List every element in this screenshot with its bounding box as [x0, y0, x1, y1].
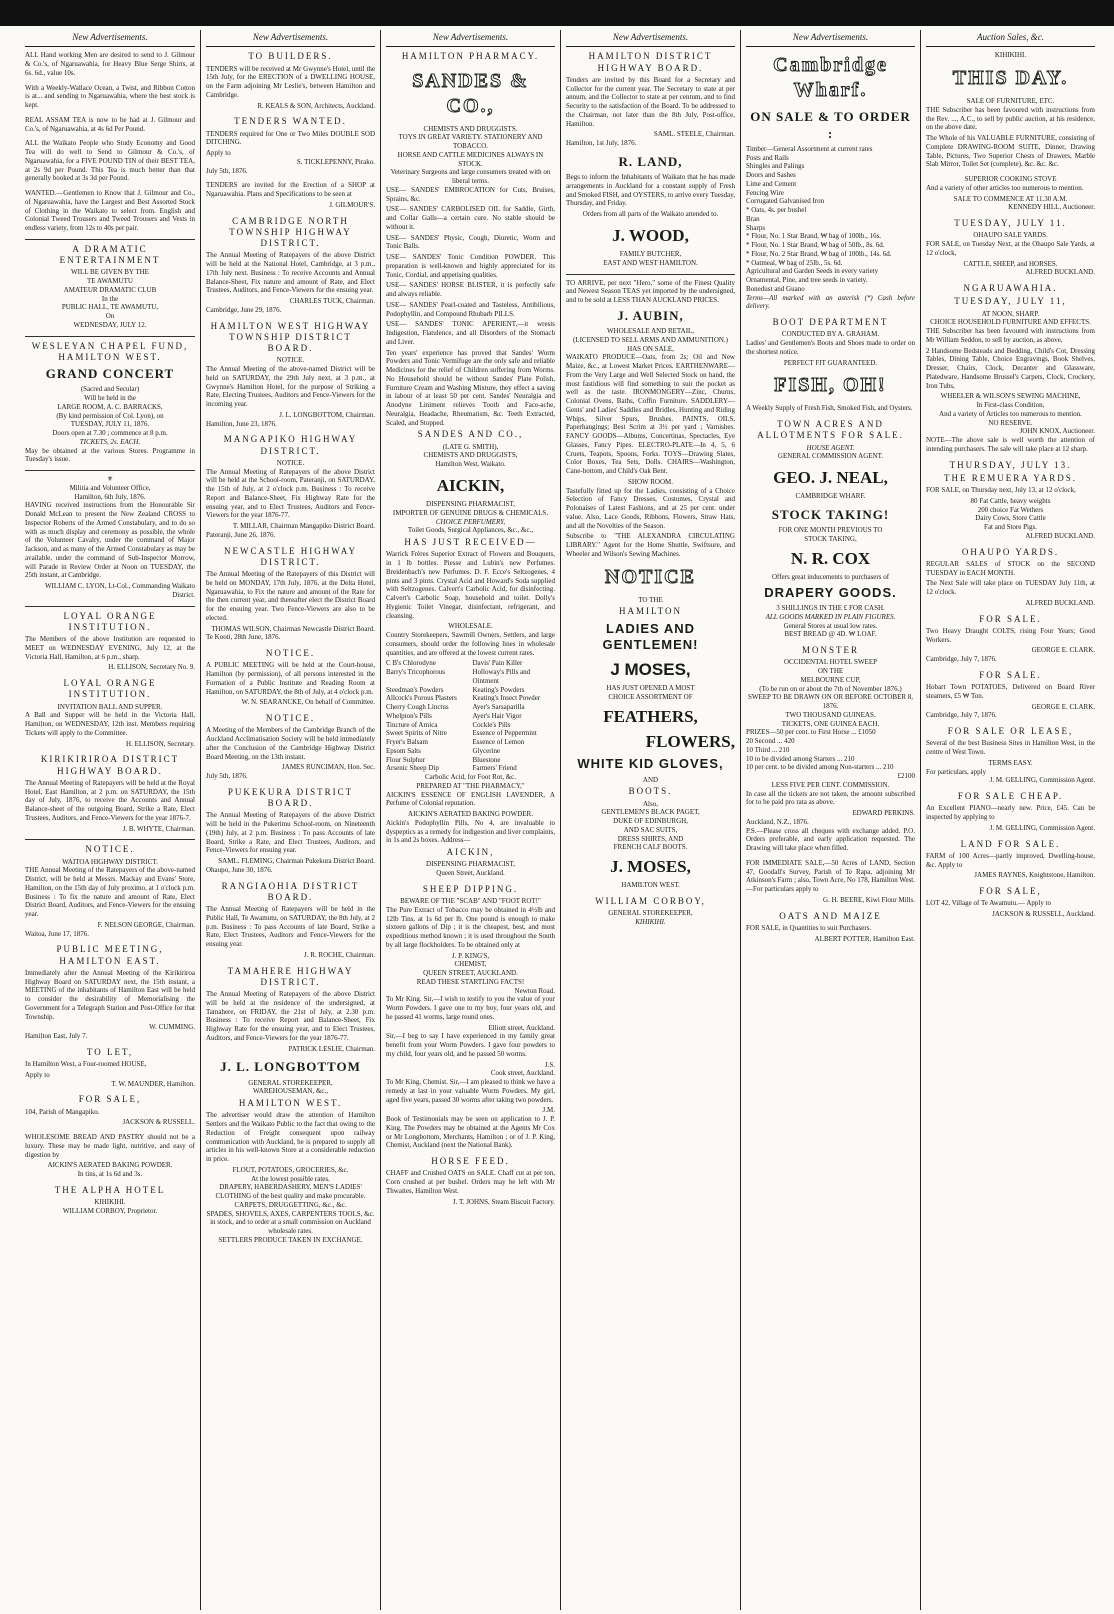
ad-hamilton-district-board: HAMILTON DISTRICT HIGHWAY BOARD. Tenders are invited by this Board for a Secretary and Collector for the current year. The Secretary to state at per annum, and the Collector to state at per centum, and to find Security to the satisfaction of the Board. To be addressed to the Chairman, not later than the 8th July, Post-office, Hamilton. SAML. STEELE, Chairman. Hamilton, 1st July, 1876. [566, 51, 735, 147]
list-item: Arsenic Sheep Dip [386, 764, 439, 773]
column-heading: Auction Sales, &c. [926, 30, 1095, 47]
wholesale-list [386, 659, 555, 773]
ad-sweep: MONSTER OCCIDENTAL HOTEL SWEEP ON THE MELBOURNE CUP, (To be run on or about the 7th of November 1876.) SWEEP TO BE DRAWN ON OR BEFORE OCTOBER 8, 1876. TWO THOUSAND GUINEAS. TICKETS, ONE GUINEA EACH. PRIZES—50 per cent. to First Horse ... £1050 20 Second ... 420 10 Third ... 210 10 to be divided among Starters ... 210 10 per cent. to be divided among Non-starters ... 210 £2100 LESS FIVE PER CENT. COMMISSION. In case all the tickets are not taken, the amount subscribed for to be paid pro rata as above. EDWARD PERKINS. Auckland, N.Z., 1876. P.S.—Please cross all cheques with exchange added. P.O. Orders preferable, and early application requested. The Drawing will take place when filled. [746, 645, 915, 852]
list-item: USE— SANDES' Pearl-coated and Tasteless, Antibilious, Podophyllin, and Compound Rhubarb PILLS. [386, 300, 555, 318]
divider [25, 839, 195, 840]
ad-ngaruawahia-sale: NGARUAWAHIA. TUESDAY, JULY 11, AT NOON, SHARP. CHOICE HOUSEHOLD FURNITURE AND EFFECTS. THE Subscriber has been favoured with instructions from Mr William Seddon, to sell by auction, as above, 2 Handsome Bedsteads and Bedding, Child's Cot, Dressing Tables, Dining Table, Choice Engravings, Book Shelves, Dresser, Chairs, Clock, Decanter and Glassware, Platedware, Handsome Brussel's Carpets, Clock, Crockery, Iron Tubs, WHEELER & WILSON'S SEWING MACHINE, In First-class Condition, And a variety of Articles too numerous to mention. NO RESERVE. JOHN KNOX, Auctioneer. NOTE—The above sale is well worth the attention of intending purchasers. The sale will take place at 12 sharp. [926, 283, 1095, 453]
ad-stock-taking: STOCK TAKING! FOR ONE MONTH PREVIOUS TO STOCK TAKING, N. R. COX Offers great inducements to purchasers of DRAPERY GOODS. 3 SHILLINGS IN THE £ FOR CASH. ALL GOODS MARKED IN PLAIN FIGURES. General Stores at usual low rates. BEST BREAD @ 4D. ₩ LOAF. [764, 507, 897, 639]
ad-j-moses: J MOSES, HAS JUST OPENED A MOST CHOICE ASSORTMENT OF FEATHERS, FLOWERS, WHITE KID GLOVES, AND BOOTS. Also, GENTLEMEN'S BLACK PAGET, DUKE OF EDINBURGH, AND SAC SUITS, DRESS SHIRTS, AND FRENCH CALF BOOTS. J. MOSES, HAMILTON WEST. [577, 660, 735, 890]
list-item: Essence of Peppermint [472, 729, 537, 738]
list-item: USE— SANDES' Physic, Cough, Diuretic, Worm and Tonic Balls. [386, 233, 555, 251]
list-item: Barry's Tricophorous [386, 668, 446, 676]
column-heading: New Advertisements. [25, 30, 195, 47]
ad-ohaupo-sale: TUESDAY, JULY 11. OHAUPO SALE YARDS. FOR SALE, on Tuesday Next, at the Ohaupo Sale Yards, at 12 o'clock, CATTLE, SHEEP, and HORSES. ALFRED BUCKLAND. [926, 218, 1095, 277]
list-item: Fryer's Balsam [386, 738, 428, 746]
ad-corboy: WILLIAM CORBOY, GENERAL STOREKEEPER, KIHIKIHI. [595, 896, 706, 926]
ad-aubin: TO ARRIVE, per next "Hero," some of the Finest Quality and Newest Season TEAS yet imported by the undersigned, and to be sold at LESS THAN AUCKLAND PRICES. J. AUBIN, WHOLESALE AND RETAIL, (LICENSED TO SELL ARMS AND AMMUNITION.) HAS ON SALE, WAIKATO PRODUCE—Oats, from 2s; Oil and New Maize, &c., at Lowest Market Prices. EARTHENWARE—From the Very Large and Well Selected Stock on hand, the most fastidious will find something to suit the pocket as well as the taste. IRONMONGERY—Zinc, Churns, Colonial Ovens, Baths, Coffin Furniture. SADDLERY—Gents' and Ladies' Saddles and Bridles, Hunting and Riding Whips, Silver Spurs, Brushes. PAINTS, OILS, Paperhangings; Best Scrim at 3½ per yard ; Varnishes. FANCY GOODS—Albums, Concertinas, Spectacles, Eye Glasses, Fancy Pipes. ELECTRO-PLATE—In 4, 5, 6 Cruets, Teapots, Spoons, Forks. TOYS—Drawing Slates, Color Boxes, Tea Sets, Dolls. CHAIRS—Washington, Cane-bottom, and Child's Oak Bent. SHOW ROOM. Tastefully fitted up for the Ladies, consisting of a Choice Selection of Fancy Dresses, Costumes, Crystal and Polonaises of Latest Fashions, and at 25 per cent. under value. Also, Lace Goods, Ribbons, Flowers, Straw Hats, and all the Novelties of the Season. Subscribe to "THE ALEXANDRA CIRCULATING LIBRARY." Agent for the Home Shuttle, Swiftsure, and Wheeler and Wilson's Sewing Machines. [566, 278, 735, 558]
list-item: Posts and Rails [746, 153, 789, 162]
ad-tamahere: TAMAHERE HIGHWAY DISTRICT. The Annual Meeting of Ratepayers of the above District will be held at the residence of the undersigned, at Tamahere, on FRIDAY, the 21st of July, at 2.30 p.m. Business : To receive Report and Balance-Sheet, Fix Highway Rate for the ensuing year, and to Elect Trustees, Auditors, and Fence-Viewers for the year 1876-77. PATRICK LESLIE, Chairman. [206, 965, 375, 1053]
list-item: * Oatmeal, ₩ bag of 25lb., 5s. 6d. [746, 258, 843, 267]
ad-town-acres: TOWN ACRES AND ALLOTMENTS FOR SALE. HOUSE AGENT. GENERAL COMMISSION AGENT. [757, 419, 904, 461]
divider [25, 470, 195, 471]
ad-newcastle: NEWCASTLE HIGHWAY DISTRICT. The Annual Meeting of the Ratepayers of this District will be held on MONDAY, 17th July, 1876, at the Delta Hotel, Ngaruawahia, to Fix the nature and amount of the Rate for the then current year, and thereafter elect the District Board for the ensuing year. Two Fence-Viewers are also to be elected. THOMAS WILSON, Chairman Newcastle District Board. Te Kooti, 28th June, 1876. [206, 545, 375, 642]
ad-j-wood: J. WOOD, FAMILY BUTCHER, EAST AND WEST HAMILTON. [603, 225, 698, 267]
list-item: 10 to be divided among Starters ... 210 [746, 754, 855, 763]
ad-sale-or-lease: FOR SALE OR LEASE, Several of the best Business Sites in Hamilton West, in the centre of West Town. TERMS EASY. For particulars, apply J. M. GELLING, Commission Agent. [926, 726, 1095, 785]
list-item: * Flour, No. 1 Star Brand, ₩ bag of 100lb., 16s. [746, 232, 882, 241]
ad-aickin: AICKIN, DISPENSING PHARMACIST, IMPORTER OF GENUINE DRUGS & CHEMICALS. CHOICE PERFUMERY, Toilet Goods, Surgical Appliances, &c., &c., HAS JUST RECEIVED— Warrick Frères Superior Extract of Flowers and Bouquets, in 1 lb bottles. Piesse and Lubin's new Perfumes. Breidenbach's new Perfumes. D. F. Ecce's Seltzogenes, 4 pints and 3 pints. Crystal Acid and Howard's Soda supplied with Seltzogenes. Calvert's Carbolic Acid, for disinfecting. Calvert's Carbolic Soap, household and toilet. Dolly's Hygienic Toilet Vinegar, disinfectant, refrigerant, and cleansing. WHOLESALE. Country Storekeepers, Sawmill Owners, Settlers, and large consumers, should order the following lines in wholesale quantities, and are offered at the lowest current rates. C B's Chlorodyne Davis' Pain Killer Barry's Tricophorous Holloway's Pills and Ointment Steedman's Powders Keating's Powders Allcock's Porous Plasters Keating's Insect Powder Cherry Cough Linctus Ayer's Sarsaparilla Whelpton's Pills Ayer's Hair Vigor Tincture of Arnica Cockle's Pills Sweet Spirits of Nitre Essence of Peppermint Fryer's Balsam Essence of Lemon Epsom Salts Glycerine Flour Sulphur Bluestone Arsenic Sheep Dip Farmers' Friend Carbolic Acid, for Foot Rot, &c. PREPARED AT "THE PHARMACY," AICKIN'S ESSENCE OF ENGLISH LAVENDER, A Perfume of Colonial reputation. AICKIN'S AERATED BAKING POWDER. Aickin's Podophyllin Pills, No 4, are invaluable to dyspeptics as a remedy for indigestion and liver complaints, in 1s and 2s boxes. Address— AICKIN, DISPENSING PHARMACIST, Queen Street, Auckland. [386, 475, 555, 877]
list-item: Ayer's Sarsaparilla [472, 703, 525, 711]
list-item: Bonedust and Guano [746, 284, 805, 293]
ad-this-day: KIHIKIHI. THIS DAY. SALE OF FURNITURE, ETC. THE Subscriber has been favoured with instructions from the Rev. ..., A.C., to sell by public auction, at his residence, on the above date, The Whole of his VALUABLE FURNITURE, consisting of Complete DRAWING-ROOM SUITE, Dinner, Drawing Table, Pictures, Two Superior Chests of Drawers, Marble Slab Mirror, Toilet Set (complete), &c. &c. &c. [926, 51, 1095, 169]
divider [566, 274, 735, 275]
column-heading: New Advertisements. [566, 30, 735, 47]
ad-hamilton-west-board: HAMILTON WEST HIGHWAY TOWNSHIP DISTRICT BOARD. NOTICE. The Annual Meeting of the above-named District will be held on SATURDAY, the 29th July next, at 3 p.m., at Gwynne's Hamilton Hotel, for the purpose of Striking a Rate, Electing Trustees, Auditors and Fence-Viewers for the incoming year. J. L. LONGBOTTOM, Chairman. Hamilton, June 23, 1876. [206, 320, 375, 428]
ad-notice-1: NOTICE. A PUBLIC MEETING will be held at the Court-house, Hamilton (by permission), of all persons interested in the Formation of a Public Institute and Reading Room at Hamilton, on SATURDAY, the 8th of July, at 4 o'clock p.m. W. N. SEARANCKE, On behalf of Committee. [206, 648, 375, 707]
column-heading: New Advertisements. [746, 30, 915, 47]
divider [25, 336, 195, 337]
column-heading: New Advertisements. [386, 30, 555, 47]
list-item: * Flour, No. 1 Star Brand, ₩ bag of 50lb., 8s. 6d. [746, 241, 885, 249]
column-container [20, 30, 1102, 1610]
list-item: Allcock's Porous Plasters [386, 694, 457, 703]
ad-notice-2: NOTICE. A Meeting of the Members of the Cambridge Branch of the Auckland Acclimatisation Society will be held immediately after the Conclusion of the Cambridge Highway District Board Meeting, on the 13th instant. JAMES RUNCIMAN, Hon. Sec. July 5th, 1876. [206, 713, 375, 780]
ad-piano: FOR SALE CHEAP. An Excellent PIANO—nearly new. Price, £45. Can be inspected by applying to J. M. GELLING, Commission Agent. [926, 791, 1095, 832]
ad-assam-tea: REAL ASSAM TEA is now to be had at J. Gilmour and Co.'s, of Ngaruawahia, at 4s 6d Per Pound. [25, 115, 195, 133]
column-1 [20, 30, 200, 1610]
ad-immediate-sale: FOR IMMEDIATE SALE,—50 Acres of LAND, Section 47, Goodall's Survey, Parish of Te Rapa, adjoining Mr Atkinson's Farm ; also, Town Acre, No 178, Hamilton West.—For particulars apply to G. H. BEERE, Kiwi Flour Mills. [746, 858, 915, 904]
ad-land-for-sale: LAND FOR SALE. FARM of 100 Acres—partly improved, Dwelling-house, &c. Apply to JAMES RAYNES, Knightstone, Hamilton. [926, 838, 1095, 880]
ad-sheep-dipping: SHEEP DIPPING. BEWARE OF THE "SCAB" AND "FOOT ROT!" The Pure Extract of Tobacco may be obtained in 4½lb and 12lb Tins, at 1s 6d per lb. One pound is enough to make sixteen gallons of Dip ; it is the cheapest, best, and most expeditious method known ; it is used throughout the South by all large flockholders. To be obtained only at J. P. KING'S, CHEMIST, QUEEN STREET, AUCKLAND. READ THESE STARTLING FACTS! Newton Road. To Mr King. Sir,—I wish to testify to you the value of your Worm Powders. I gave one to my boy, four years old, and he passed 41 worms, large round ones. Elliott street, Auckland. Sir,—I beg to say I have experienced in my family great benefit from your Worm Powders. I gave four powders to my child, four years old, and he passed 50 worms. J.S. Cook street, Auckland. To Mr King, Chemist. Sir,—I am pleased to think we have a remedy at last in your valuable Worm Powders. My girl, aged five years, passed 30 worms after taking two powders. J.M. Book of Testimonials may be seen on application to J. P. King. The Powders may be obtained at the Agents Mr Cox or Mr Longbottom, Merchants, Hamilton ; or of J. P. King, Chemist, Auckland (next the National Bank). [386, 883, 555, 1150]
list-item: Whelpton's Pills [386, 711, 432, 720]
ad-clothing: WANTED.—Gentlemen to Know that J. Gilmour and Co., of Ngaruawahia, have the Largest and Best Assorted Stock of Clothing in the Waikato to select from. English and Colonial Tweed Trousers and Tweed Trousers and Vests in endless variety, from 12s to 40s per pair. [25, 189, 195, 232]
list-item: USE— SANDES' CARBOLISED OIL for Saddle, Girth, and Collar Galls—a certain cure. No stable should be without it. [386, 205, 555, 231]
ad-for-sale-potatoes: FOR SALE. Hobart Town POTATOES, Delivered on Board River steamers, £5 ₩ Ton. GEORGE E. CLARK. Cambridge, July 7, 1876. [926, 669, 1095, 720]
list-item: * Oats, 4s. per bushel [746, 206, 807, 214]
ad-mangapiko: MANGAPIKO HIGHWAY DISTRICT. NOTICE. The Annual Meeting of Ratepayers of the above District will be held at the School-room, Pateranji, on SATURDAY, the 15th of July, at 2 o'clock p.m. Business : To receive Report and Balance-Sheet, Fix Highway Rate for the ensuing year, and to Elect Trustees, Auditors and Fence-Viewers for the year 1876-77. T. MILLAR, Chairman Mangapiko District Board. Pateranji, June 26, 1876. [206, 434, 375, 539]
column-5 [740, 30, 920, 1610]
ad-pukekura: PUKEKURA DISTRICT BOARD. The Annual Meeting of Ratepayers of the above District will be held in the Pukerimu School-room, on Nineteenth (19th) July, at 2 p.m. Business : To pass Accounts of late Board, Strike a Rate, and Elect Trustees, Auditors, and Fence-Viewers for ensuing year. SAML. FLEMING, Chairman Pukekura District Board. Ohaupo, June 30, 1876. [206, 786, 375, 874]
ad-cotton: With a Weekly-Wallace Ocean, a Twist, and Ribbon Cotton is at... and sending to Ngaruawahia, where the best stock is kept. [25, 83, 195, 109]
ad-concert: WESLEYAN CHAPEL FUND, HAMILTON WEST. GRAND CONCERT (Sacred and Secular) Will be held in the LARGE ROOM, A. C. BARRACKS, (By kind permission of Col. Lyon), on TUESDAY, JULY 11, 1876. Doors open at 7.30 ; commence at 8 p.m. TICKETS, 2s. EACH. May be obtained at the various Stores. Programme in Tuesday's issue. [25, 340, 195, 464]
list-item: Doors and Sashes [746, 171, 796, 179]
column-3 [380, 30, 560, 1610]
list-item: Shingles and Palings [746, 162, 805, 171]
list-item: Steedman's Powders [386, 685, 444, 694]
column-6 [920, 30, 1100, 1610]
ad-hamilton-pharmacy: HAMILTON PHARMACY. SANDES & CO., CHEMISTS AND DRUGGISTS. TOYS IN GREAT VARIETY. STATIONERY AND TOBACCO. HORSE AND CATTLE MEDICINES ALWAYS IN STOCK. Veterinary Surgeons and large consumers treated with on liberal terms. USE— SANDES' EMBROCATION for Cuts, Bruises, Sprains, &c. USE— SANDES' CARBOLISED OIL for Saddle, Girth, and Collar Galls—a certain cure. No stable should be without it. USE— SANDES' Physic, Cough, Diuretic, Worm and Tonic Balls. USE— SANDES' Tonic Condition POWDER. This preparation is well-known and highly appreciated for its Tonic, Cordial, and appetising qualities. USE— SANDES' HORSE BLISTER, it is perfectly safe and always reliable. USE— SANDES' Pearl-coated and Tasteless, Antibilious, Podophyllin, and Compound Rhubarb PILLS. USE— SANDES' TONIC APERIENT,—it wrests Indigestion, Flatulence, and all Disorders of the Stomach and Liver. Ten years' experience has proved that Sandes' Worm Powders and Tonic Vermifuge are the only safe and reliable Medicines for the relief of Children suffering from Worms. No Household should be without Sandes' Plate Polish, Furniture Cream and Washing Mixture, they effect a saving in labour of at least 50 per cent. Sandes' Neuralgia and Anodyne Liniment relieves Tooth and Face-ache, Neuralgia, Headache, Rheumatism, &c. Teeth Extracted, Scaled, and Stopped. SANDES AND CO., (LATE G. SMITH), CHEMISTS AND DRUGGISTS, Hamilton West, Waikato. [386, 51, 555, 468]
list-item: Holloway's Pills and Ointment [472, 668, 531, 685]
ad-for-sale: FOR SALE, 104, Parish of Mangapiko. JACKSON & RUSSELL. [25, 1094, 195, 1127]
ad-longbottom: J. L. LONGBOTTOM GENERAL STOREKEEPER, WAREHOUSEMAN, &c., HAMILTON WEST. The advertiser would draw the attention of Hamilton Settlers and the Waikato Public to the fact that owing to the Reduction of Freight consequent upon railway communication with Auckland, he is prepared to supply all articles in his well-known Store at a considerable reduction in price. FLOUT, POTATOES, GROCERIES, &c. At the lowest possible rates. DRAPERY, HABERDASHERY, MEN'S LADIES' CLOTHING of the best quality and make procurable. CARPETS, DRUGGETTING, &c., &c. SPADES, SHOVELS, AXES, CARPENTERS TOOLS, &c. in stock, and to order at a small commission on Auckland wholesale rates. SETTLERS PRODUCE TAKEN IN EXCHANGE. [206, 1059, 375, 1244]
list-item: USE— SANDES' EMBROCATION for Cuts, Bruises, Sprains, &c. [386, 185, 555, 203]
list-item: Flour Sulphur [386, 755, 426, 764]
list-item: Cockle's Pills [472, 720, 511, 729]
ad-shop-tender: TENDERS are invited for the Erection of a SHOP at Ngaruawahia. Plans and Specifications to be seen at J. GILMOUR'S. [206, 181, 375, 209]
ad-cambridge-north: CAMBRIDGE NORTH TOWNSHIP HIGHWAY DISTRICT. The Annual Meeting of Ratepayers of the above District will be held at the National Hotel, Cambridge, at 3 p.m., 17th July next. Business : To receive Accounts and Annual Balance-Sheet, Fix nature and amount of Rate, and Elect Trustees, Auditors, and Fence-Viewers for the ensuing year. CHARLES TUCK, Chairman. Cambridge, June 29, 1876. [206, 215, 375, 314]
list-item: 10 Third ... 210 [746, 745, 790, 754]
ad-bread: WHOLESOME BREAD AND PASTRY should not be a luxury. These may be made light, nutritive, and easy of digestion by AICKIN'S AERATED BAKING POWDER. In tins, at 1s 6d and 3s. [25, 1133, 195, 1178]
list-item: Bran [746, 214, 760, 223]
ad-tea-tin: ALL the Waikato People who Study Economy and Good Tea will do well to Send to Gilmour & Co.'s, of Ngaruawahia, for a FIVE POUND TIN of their BEST TEA, at 2s 9d per Pound. This Tea is much better than that generally booked at 3s 3d per Pound. [25, 139, 195, 183]
ad-to-let: TO LET, In Hamilton West, a Four-roomed HOUSE, Apply to T. W. MAUNDER, Hamilton. [25, 1046, 195, 1088]
ad-r-land: R. LAND, Begs to inform the Inhabitants of Waikato that he has made arrangements in Auckland for a constant supply of Fresh and Smoked FISH, and OYSTERS, to arrive every Tuesday, Thursday, and Friday. Orders from all parts of the Waikato attended to. [566, 153, 735, 218]
list-item: Essence of Lemon [472, 738, 525, 746]
list-item: Lime and Cement [746, 179, 797, 188]
ad-oats-maize: OATS AND MAIZE FOR SALE, in Quantities to suit Purchasers. ALBERT POTTER, Hamilton East. [746, 910, 915, 943]
ad-remuera-yards: THURSDAY, JULY 13. THE REMUERA YARDS. FOR SALE, on Thursday next, July 13, at 12 o'clock, 80 Fat Cattle, heavy weights 200 choice Fat Wethers Dairy Cows, Store Cattle Fat and Store Pigs. ALFRED BUCKLAND. [926, 459, 1095, 540]
list-item: USE— SANDES' TONIC APERIENT,—it wrests Indigestion, Flatulence, and all Disorders of the Stomach and Liver. [386, 320, 555, 346]
ad-orange-2: LOYAL ORANGE INSTITUTION. INVITATION BALL AND SUPPER. A Ball and Supper will be held in the Victoria Hall, Hamilton, on WEDNESDAY, 12th inst. Members requiring Tickets will apply to the Committee. H. ELLISON, Secretary. [25, 678, 195, 748]
ad-lot-42: FOR SALE, LOT 42, Village of Te Awamutu.— Apply to JACKSON & RUSSELL, Auckland. [926, 886, 1095, 918]
ad-boot-department: BOOT DEPARTMENT CONDUCTED BY A. GRAHAM. Ladies' and Gentlemen's Boots and Shoes made to order on the shortest notice. PERFECT FIT GUARANTEED. [746, 317, 915, 367]
ad-waitoa: NOTICE. WAITOA HIGHWAY DISTRICT. THE Annual Meeting of the Ratepayers of the above-named District, will be held at Messrs. Mackay and Evans' Store, Hamilton, on the 15th day of July proximo, at 1 o'clock p.m. Business : To fix the nature and amount of Rate, Elect District Board, Auditors, and Fence-Viewers for the ensuing year. F. NELSON GEORGE, Chairman. Waitoa, June 17, 1876. [25, 844, 195, 938]
ad-cooking-stove: SUPERIOR COOKING STOVE And a variety of other articles too numerous to mention. SALE TO COMMENCE AT 11.30 A.M. KENNEDY HILL, Auctioneer. [926, 175, 1095, 212]
list-item: 20 Second ... 420 [746, 737, 795, 745]
list-item: Epsom Salts [386, 746, 421, 755]
list-item: USE— SANDES' HORSE BLISTER, it is perfectly safe and always reliable. [386, 281, 555, 298]
list-item: * Flour, No. 2 Star Brand, ₩ bag of 100lb., 14s. 6d. [746, 249, 892, 258]
ad-public-meeting: PUBLIC MEETING, HAMILTON EAST. Immediately after the Annual Meeting of the Kirikiriroa Highway Board on SATURDAY next, the 15th instant, a MEETING of the inhabitants of Hamilton East will be held to consider the desirability of Memorialising the Government for a Telegraph Station and Post-Office for that Township. W. CUMMING. Hamilton East, July 7. [25, 944, 195, 1040]
list-item: Glycerine [472, 746, 501, 755]
ad-orange-1: LOYAL ORANGE INSTITUTION. The Members of the above Institution are requested to MEET on WEDNESDAY EVENING, July 12, at the Victoria Hall, Hamilton, at 6 p.m., sharp. H. ELLISON, Secretary No. 9. [25, 610, 195, 672]
divider [25, 239, 195, 240]
ad-militia: ⚜ Militia and Volunteer Office, Hamilton, 6th July, 1876. HAVING received instructions from the Honourable Sir Donald McLean to present the New Zealand CROSS to Inspector Roberts of the Armed Constabulary, and to do so with as much display and ceremony as possible, the whole of the Volunteer Cavalry, under the command of Major Jackson, and as many of the Armed Constabulary as may be available, under the command of Sub-Inspector Morrow, will Parade in Review Order at Noon on TUESDAY, the 25th instant, at Cambridge. WILLIAM C. LYON, Lt-Col., Commanding Waikato District. [25, 475, 195, 599]
list-item: Farmers' Friend [472, 764, 517, 773]
divider [25, 606, 195, 607]
list-item: Sweet Spirits of Nitre [386, 729, 447, 738]
ad-rangiaohia: RANGIAOHIA DISTRICT BOARD. The Annual Meeting of Ratepayers will be held in the Public Hall, Te Awamutu, on SATURDAY, the 8th July, at 2 p.m. Business : To pass Accounts of late Board, Strike a Rate, Elect Trustees, Auditors and Fence-Viewers for the ensuing year. J. R. ROCHE, Chairman. [206, 880, 375, 959]
list-item: 10 per cent. to be divided among Non-starters ... 210 [746, 763, 894, 772]
list-item: Timber—General Assortment at current rates [746, 144, 873, 153]
list-item: USE— SANDES' Tonic Condition POWDER. This preparation is well-known and highly appreciated for its Tonic, Cordial, and appetising qualities. [386, 253, 555, 279]
list-item: Corrugated Galvanised Iron [746, 197, 825, 206]
list-item: Cherry Cough Linctus [386, 703, 449, 711]
ad-alpha-hotel: THE ALPHA HOTEL KIHIKIHI. WILLIAM CORBOY, Proprietor. [54, 1184, 166, 1215]
column-2 [200, 30, 380, 1610]
list-item: Keating's Powders [472, 685, 525, 694]
list-item: Davis' Pain Killer [472, 659, 523, 668]
list-item: PRIZES—50 per cent. to First Horse ... £1050 [746, 728, 876, 737]
list-item: Fencing Wire [746, 188, 784, 197]
ad-for-sale-colts: FOR SALE. Two Heavy Draught COLTS, rising Four Years; Good Workers. GEORGE E. CLARK. Cambridge, July 7, 1876. [926, 613, 1095, 663]
ad-builders: TO BUILDERS. TENDERS will be received at Mr Gwynne's Hotel, until the 15th July, for the ERECTION of a DWELLING HOUSE, on the Farm adjoining Mr Leslie's, between Hamilton and Cambridge. R. KEALS & SON, Architects, Auckland. [206, 51, 375, 110]
list-item: Bluestone [472, 755, 501, 764]
ad-kirikiriroa: KIRIKIRIROA DISTRICT HIGHWAY BOARD. The Annual Meeting of Ratepayers will be held at the Royal Hotel, East Hamilton, at 2 p.m. on SATURDAY, the 15th day of July, 1876, to receive the Accounts and Annual Balance-sheet of the outgoing Board, Strike a Rate, Elect Trustees, Auditors, and Fence-Viewers for the year 1876-7. J. B. WHYTE, Chairman. [25, 754, 195, 833]
ad-geo-neal: GEO. J. NEAL, CAMBRIDGE WHARF. [773, 468, 888, 501]
list-item: Sharps [746, 223, 766, 232]
list-item: Ornamental, Pine, and tree seeds in variety. [746, 276, 868, 284]
ad-tenders: TENDERS WANTED. TENDERS required for One or Two Miles DOUBLE SOD DITCHING. Apply to S. TICKLEPENNY, Pirako. July 5th, 1876. [206, 116, 375, 175]
column-heading: New Advertisements. [206, 30, 375, 47]
ad-ohaupo-yards: OHAUPO YARDS. REGULAR SALES of STOCK on the SECOND TUESDAY in EACH MONTH. The Next Sale will take place on TUESDAY July 11th, at 12 o'clock. ALFRED BUCKLAND. [926, 546, 1095, 607]
list-item: Keating's Insect Powder [472, 694, 541, 703]
list-item: C B's Chlorodyne [386, 659, 436, 668]
ad-fish: FISH, OH! A Weekly Supply of Fresh Fish, Smoked Fish, and Oysters. [746, 374, 913, 413]
ad-notice-ladies: NOTICE TO THE HAMILTON LADIES AND GENTLEMEN! [602, 565, 699, 652]
ad-horse-feed: HORSE FEED. CHAFF and Crushed OATS on SALE. Chaff cut at per ton, Corn crushed at per bushel. Orders may be left with Mr Thwaites, Hamilton West. J. T. JOHNS, Steam Biscuit Factory. [386, 1156, 555, 1206]
prize-list [746, 728, 915, 772]
page-top-border [0, 0, 1114, 26]
column-4 [560, 30, 740, 1610]
ad-shirts: ALL Hand working Men are desired to send to J. Gilmour & Co.'s, of Ngaruawahia, for Heavy Blue Serge Shirts, at 6s. 6d., value 10s. [25, 51, 195, 77]
ad-dramatic: A DRAMATIC ENTERTAINMENT WILL BE GIVEN BY THE TE AWAMUTU AMATEUR DRAMATIC CLUB In the PUBLIC HALL, TE AWAMUTU, On WEDNESDAY, JULY 12. [59, 243, 161, 329]
list-item: Ayer's Hair Vigor [472, 711, 522, 720]
list-item: Agricultural and Garden Seeds in every variety [746, 267, 879, 276]
ad-cambridge-wharf: Cambridge Wharf. ON SALE & TO ORDER : Timber—General Assortment at current rates Posts and Rails Shingles and Palings Doors and Sashes Lime and Cement Fencing Wire Corrugated Galvanised Iron * Oats, 4s. per bushel Bran Sharps * Flour, No. 1 Star Brand, ₩ bag of 100lb., 16s. * Flour, No. 1 Star Brand, ₩ bag of 50lb., 8s. 6d. * Flour, No. 2 Star Brand, ₩ bag of 100lb., 14s. 6d. * Oatmeal, ₩ bag of 25lb., 5s. 6d. Agricultural and Garden Seeds in every variety Ornamental, Pine, and tree seeds in variety. Bonedust and Guano Terms—All marked with an asterisk (*) Cash before delivery. [746, 54, 915, 311]
list-item: Tincture of Arnica [386, 720, 438, 729]
goods-list [746, 145, 915, 294]
crest-icon: ⚜ [106, 475, 114, 483]
